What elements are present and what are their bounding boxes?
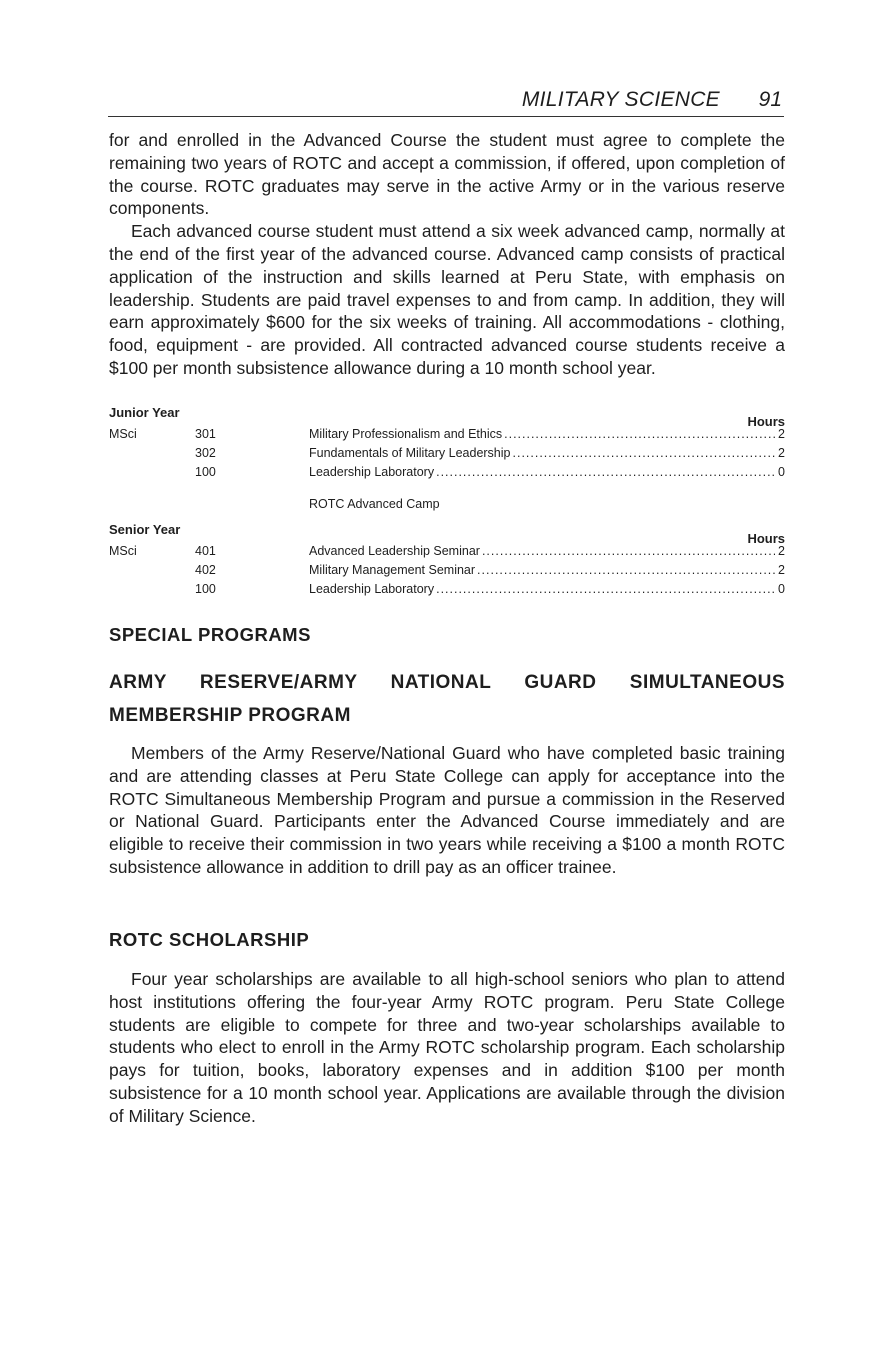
junior-year-table	[109, 405, 785, 516]
running-header	[108, 88, 784, 117]
smp-heading-line1: ARMY RESERVE/ARMY NATIONAL GUARD SIMULTANEOUS	[109, 672, 785, 693]
dept-code: MSci	[109, 427, 137, 441]
course-row	[109, 446, 785, 465]
special-programs-heading: SPECIAL PROGRAMS	[109, 624, 311, 645]
senior-year-label: Senior Year	[109, 522, 181, 537]
scholarship-text	[109, 968, 785, 1128]
smp-heading-line2: MEMBERSHIP PROGRAM	[109, 705, 351, 726]
smp-paragraph: Members of the Army Reserve/National Guard who have completed basic training and are attending classes at Peru State College can apply for acceptance into the ROTC Simultaneous Membership Program and pursue a commission in the Reserved or National Guard. Participants enter the Advanced Course immediately and are eligible to receive their commission in two years while receiving a $100 a month ROTC subsistence allowance in addition to drill pay as an officer trainee.	[109, 743, 785, 877]
page-number: 91	[758, 88, 782, 111]
course-hours: 0	[778, 465, 785, 479]
hours-label: Hours	[747, 531, 785, 546]
camp-row	[109, 497, 785, 516]
smp-text	[109, 742, 785, 879]
course-title: Military Management Seminar	[309, 563, 476, 577]
intro-paragraph: for and enrolled in the Advanced Course the student must agree to complete the remaining two years of ROTC and accept a commission, if offered, upon completion of the course. ROTC graduates may serve in the active Army or in the various reserve components.	[109, 130, 785, 219]
course-row	[109, 582, 785, 601]
intro-paragraph: Each advanced course student must attend a six week advanced camp, normally at the end of the first year of the advanced course. Advanced camp consists of practical application of the instruction and skills learned at Peru State, with emphasis on leadership. Students are paid travel expenses to and from camp. In addition, they will earn approximately $600 for the six weeks of training. All accommodations - clothing, food, equipment - are provided. All contracted advanced course students receive a $100 per month subsistence allowance during a 10 month school year.	[109, 221, 785, 378]
course-hours: 2	[778, 446, 785, 460]
course-row	[109, 544, 785, 563]
hours-label: Hours	[747, 414, 785, 429]
course-hours: 2	[778, 563, 785, 577]
course-title: Advanced Leadership Seminar	[309, 544, 480, 558]
junior-year-label: Junior Year	[109, 405, 180, 420]
course-row	[109, 465, 785, 484]
course-number: 100	[195, 582, 216, 596]
course-title: Leadership Laboratory	[309, 465, 435, 479]
scholarship-heading: ROTC SCHOLARSHIP	[109, 929, 310, 950]
dept-code: MSci	[109, 544, 137, 558]
course-hours: 0	[778, 582, 785, 596]
course-number: 301	[195, 427, 216, 441]
section-title: MILITARY SCIENCE	[521, 88, 720, 111]
course-number: 302	[195, 446, 216, 460]
course-number: 402	[195, 563, 216, 577]
senior-year-table	[109, 522, 785, 601]
course-number: 100	[195, 465, 216, 479]
course-title: Fundamentals of Military Leadership	[309, 446, 511, 460]
course-title: Leadership Laboratory	[309, 582, 435, 596]
course-row	[109, 427, 785, 446]
smp-heading	[109, 666, 785, 732]
advanced-camp-label: ROTC Advanced Camp	[309, 497, 440, 511]
course-hours: 2	[778, 544, 785, 558]
course-row	[109, 563, 785, 582]
course-hours: 2	[778, 427, 785, 441]
course-number: 401	[195, 544, 216, 558]
intro-text	[109, 129, 785, 380]
course-title: Military Professionalism and Ethics	[309, 427, 503, 441]
scholarship-paragraph: Four year scholarships are available to all high-school seniors who plan to attend host institutions offering the four-year Army ROTC program. Peru State College students are eligible to compete for three and two-year scholarships available to students who elect to enroll in the Army ROTC scholarship program. Each scholarship pays for tuition, books, laboratory expenses and in addition $100 per month subsistence for a 10 month school year. Applications are available through the division of Military Science.	[109, 969, 785, 1126]
